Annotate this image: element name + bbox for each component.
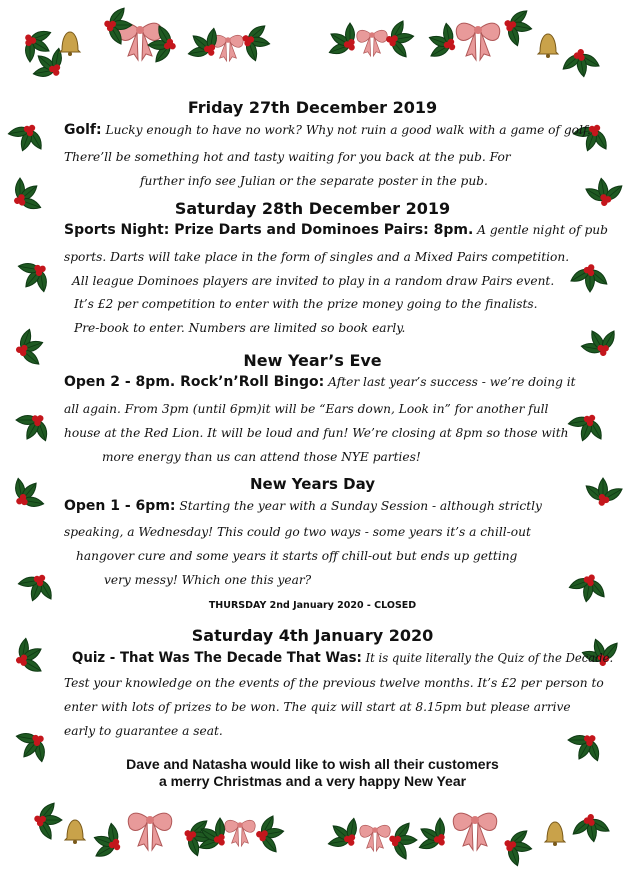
nye-text-1: After last year’s success - we’re doing it — [328, 375, 576, 389]
golf-label: Golf: — [64, 122, 102, 138]
saturday-28-heading: Saturday 28th December 2019 — [174, 199, 451, 218]
closing-line-1: Dave and Natasha would like to wish all their customers — [126, 756, 499, 772]
nyd-line-2: speaking, a Wednesday! This could go two ways - some years it’s a chill-out — [64, 525, 531, 539]
sat28-line-1 — [64, 222, 608, 238]
nyd-line-3: hangover cure and some years it starts off chill-out but ends up getting — [76, 549, 518, 563]
nye-line-4: more energy than us can attend those NYE parties! — [102, 450, 421, 464]
sat28-line-3: All league Dominoes players are invited to play in a random draw Pairs event. — [72, 274, 555, 288]
sat4-line-4: early to guarantee a seat. — [64, 724, 223, 738]
sat4-line-3: enter with lots of prizes to be won. The quiz will start at 8.15pm but please arrive — [64, 700, 571, 714]
sat4-line-1 — [72, 650, 613, 666]
friday-line-2: There’ll be something hot and tasty waiting for you back at the pub. For — [64, 150, 511, 164]
friday-line-1 — [64, 122, 591, 138]
sat4-line-2: Test your knowledge on the events of the previous twelve months. It’s £2 per person to — [64, 676, 604, 690]
sat28-text-1: A gentle night of pub — [477, 223, 608, 237]
nye-line-2: all again. From 3pm (until 6pm)it will be “Ears down, Look in” for another full — [64, 402, 549, 416]
saturday-4-heading: Saturday 4th January 2020 — [191, 626, 434, 645]
sat28-line-5: Pre-book to enter. Numbers are limited so book early. — [74, 321, 406, 335]
nye-line-1 — [64, 374, 576, 390]
friday-heading: Friday 27th December 2019 — [187, 98, 438, 117]
nyd-line-1 — [64, 498, 542, 514]
closing-line-2: a merry Christmas and a very happy New Year — [158, 773, 467, 789]
nye-heading: New Year’s Eve — [243, 351, 382, 370]
friday-text-1: Lucky enough to have no work? Why not ruin a good walk with a game of golf. — [105, 123, 591, 137]
quiz-label: Quiz - That Was The Decade That Was: — [72, 650, 362, 666]
sat28-line-2: sports. Darts will take place in the form of singles and a Mixed Pairs competition. — [64, 250, 570, 264]
nyd-text-1: Starting the year with a Sunday Session - although strictly — [179, 499, 542, 513]
bingo-label: Open 2 - 8pm. Rock’n’Roll Bingo: — [64, 374, 325, 390]
nyd-line-4: very messy! Which one this year? — [104, 573, 312, 587]
nye-line-3: house at the Red Lion. It will be loud and fun! We’re closing at 8pm so those with — [64, 426, 569, 440]
sat4-text-1: It is quite literally the Quiz of the Decade. — [365, 651, 614, 665]
thursday-closed: THURSDAY 2nd January 2020 - CLOSED — [208, 600, 417, 611]
sports-night-label: Sports Night: Prize Darts and Dominoes Pairs: 8pm. — [64, 222, 474, 238]
open-label: Open 1 - 6pm: — [64, 498, 176, 514]
nyd-heading: New Years Day — [249, 475, 376, 493]
friday-line-3: further info see Julian or the separate poster in the pub. — [140, 174, 488, 188]
sat28-line-4: It’s £2 per competition to enter with the prize money going to the finalists. — [74, 297, 538, 311]
